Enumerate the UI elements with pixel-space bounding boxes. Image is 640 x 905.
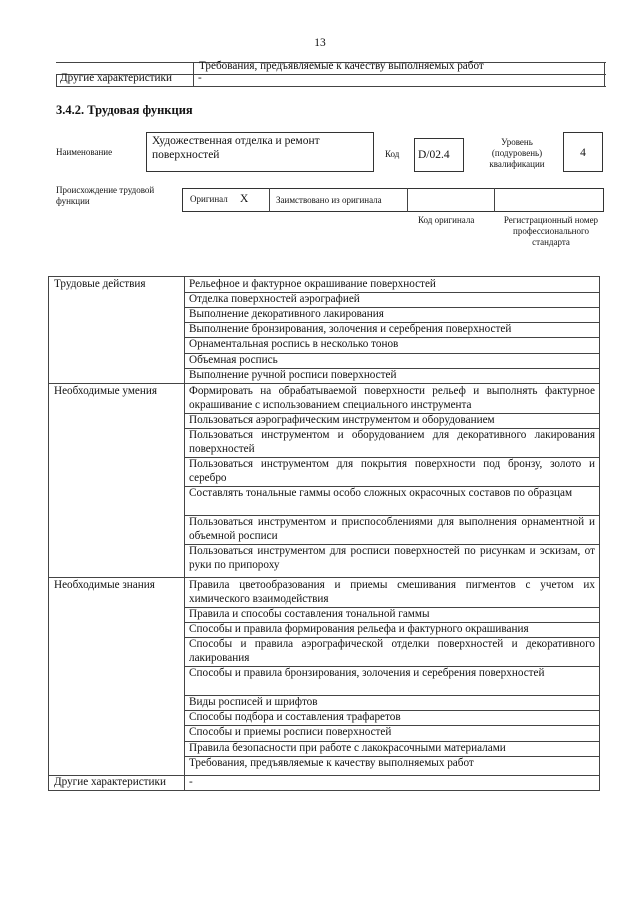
code-value: D/02.4	[418, 149, 450, 161]
origin-label: Происхождение трудовой функции	[56, 185, 155, 206]
borrowed-label: Заимствовано из оригинала	[276, 195, 382, 205]
list-item: -	[189, 776, 193, 788]
section-divider	[48, 383, 600, 384]
section-title: 3.4.2. Трудовая функция	[56, 103, 193, 117]
section-label: Необходимые умения	[54, 385, 157, 397]
function-name: Художественная отделка и ремонт поверхностей	[152, 135, 320, 161]
list-item: Выполнение ручной росписи поверхностей	[189, 368, 397, 381]
level-label: Уровень (подуровень) квалификации	[489, 137, 545, 169]
origin-divider	[494, 188, 495, 212]
level-value: 4	[580, 147, 586, 159]
list-item: Виды росписей и шрифтов	[189, 696, 318, 709]
other-characteristics-value: -	[198, 72, 202, 84]
table-border	[48, 276, 600, 277]
list-item: Способы и правила формирования рельефа и фактурного окрашивания	[189, 623, 529, 636]
list-item: Выполнение бронзирования, золочения и серебрения поверхностей	[189, 323, 512, 336]
section-label: Другие характеристики	[54, 776, 166, 788]
list-item: Выполнение декоративного лакирования	[189, 308, 384, 321]
list-item: Пользоваться аэрографическим инструментом и оборудованием	[189, 414, 495, 426]
section-divider	[48, 577, 600, 578]
original-label: Оригинал	[190, 194, 228, 204]
table-border	[604, 62, 605, 86]
table-border	[48, 276, 49, 790]
page-number: 13	[314, 37, 326, 49]
list-item: Объемная роспись	[189, 353, 278, 366]
list-item: Рельефное и фактурное окрашивание поверхностей	[189, 278, 436, 290]
list-item: Пользоваться инструментом для росписи поверхностей по рисункам и эскизам, от руки по припороху	[189, 545, 595, 571]
origin-divider	[407, 188, 408, 212]
code-label: Код	[385, 149, 400, 159]
section-label: Необходимые знания	[54, 579, 155, 591]
list-item: Пользоваться инструментом и оборудованием для декоративного лакирования поверхностей	[189, 429, 595, 455]
original-mark: X	[240, 193, 249, 205]
section-label: Трудовые действия	[54, 278, 146, 290]
table-border	[48, 790, 600, 791]
other-characteristics-label: Другие характеристики	[60, 72, 172, 84]
list-item: Требования, предъявляемые к качеству выполняемых работ	[189, 756, 474, 769]
name-label: Наименование	[56, 147, 113, 157]
list-item: Способы и приемы росписи поверхностей	[189, 726, 392, 739]
table-border	[56, 74, 57, 86]
table-border	[193, 62, 194, 86]
list-item: Отделка поверхностей аэрографией	[189, 293, 360, 306]
requirement-text: Требования, предъявляемые к качеству выполняемых работ	[199, 60, 484, 72]
code-original-caption: Код оригинала	[418, 215, 475, 225]
list-item: Способы подбора и составления трафаретов	[189, 711, 401, 724]
list-item: Способы и правила бронзирования, золочения и серебрения поверхностей	[189, 667, 545, 680]
list-item: Пользоваться инструментом для покрытия поверхности под бронзу, золото и серебро	[189, 458, 595, 484]
list-item: Орнаментальная роспись в несколько тонов	[189, 338, 399, 351]
list-item: Пользоваться инструментом и приспособлениями для выполнения орнаментной и объемной росписи	[189, 516, 595, 542]
list-item: Формировать на обрабатываемой поверхности рельеф и выполнять фактурное окрашивание с использованием специального инструмента	[189, 385, 595, 411]
reg-number-caption: Регистрационный номер профессионального стандарта	[503, 215, 599, 247]
table-border	[56, 86, 606, 87]
list-item: Правила цветообразования и приемы смешивания пигментов с учетом их химического взаимодействия	[189, 579, 595, 605]
list-item: Правила и способы составления тональной гаммы	[189, 608, 430, 620]
list-item: Составлять тональные гаммы особо сложных окрасочных составов по образцам	[189, 487, 573, 500]
origin-divider	[269, 188, 270, 212]
list-item: Правила безопасности при работе с лакокрасочными материалами	[189, 741, 506, 754]
list-item: Способы и правила аэрографической отделки поверхностей и декоративного лакирования	[189, 638, 595, 664]
